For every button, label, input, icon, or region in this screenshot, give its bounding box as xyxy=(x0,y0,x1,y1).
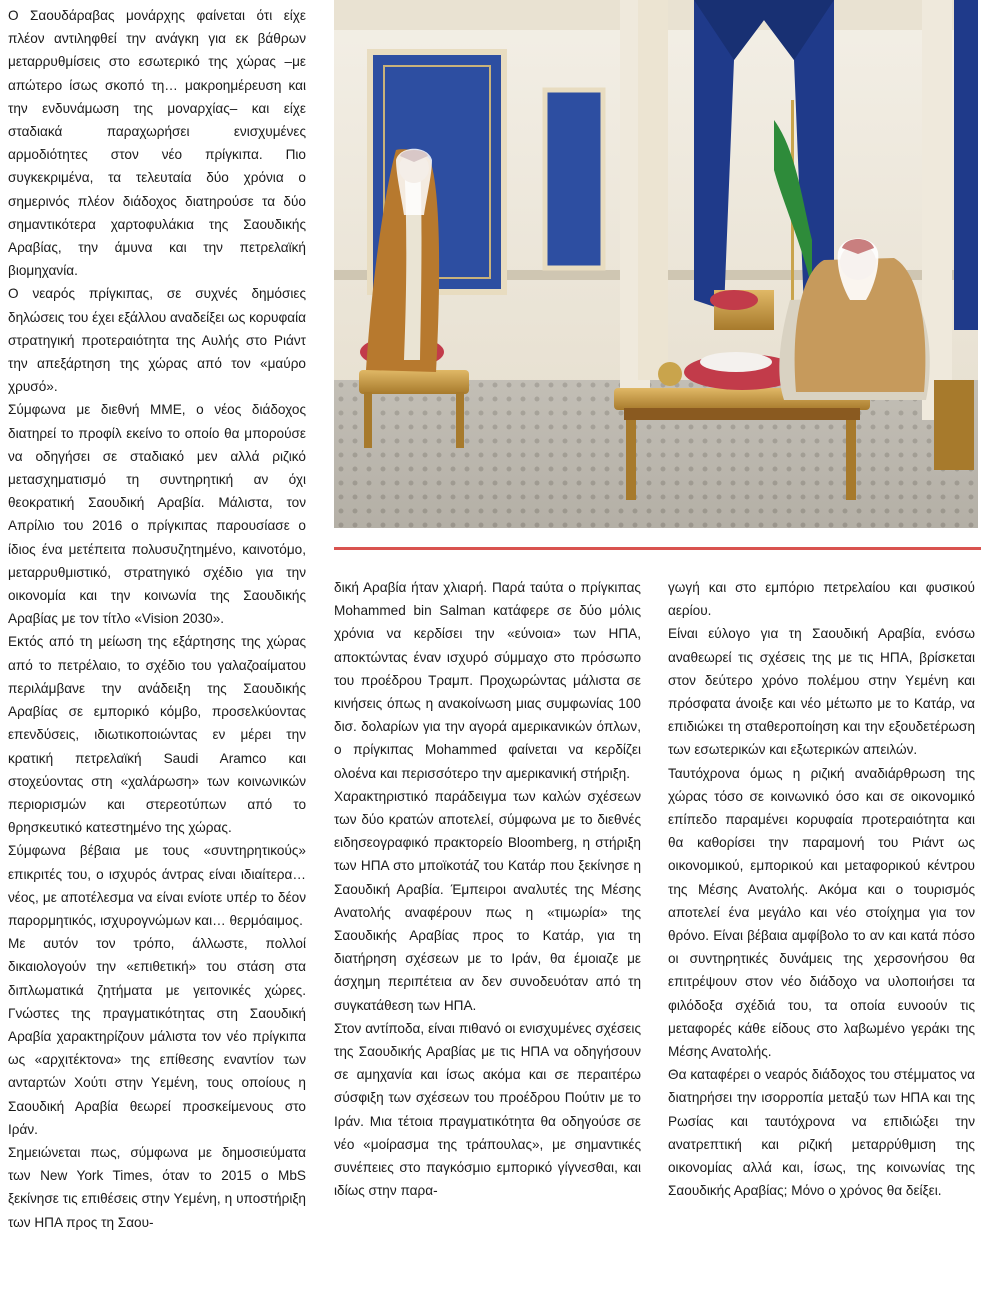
paragraph: Είναι εύλογο για τη Σαουδική Αραβία, ενόσω αναθεωρεί τις σχέσεις της με τις ΗΠΑ, βρίσκεται στον δεύτερο χρόνο πολέμου στην Υεμένη και πρόσφατα άνοιξε και νέο μέτωπο με το Κατάρ, να επιδιώκει τη σταθεροποίηση και την εξουδετέρωση των εσωτερικών και εξωτερικών απειλών. xyxy=(668,626,975,758)
paragraph: Θα καταφέρει ο νεαρός διάδοχος του στέμματος να διατηρήσει την ισορροπία μεταξύ των ΗΠΑ και της Ρωσίας και ταυτόχρονα να επιδιώξει την ανατρεπτική και ριζική μεταρρύθμιση της οικονομίας αλλά και, ίσως, της κοινωνίας της Σαουδικής Αραβίας; Μόνο ο χρόνος θα δείξει. xyxy=(668,1067,975,1199)
paragraph: Ο νεαρός πρίγκιπας, σε συχνές δημόσιες δηλώσεις του έχει εξάλλου αναδείξει ως κορυφαία στρατηγική προτεραιότητα της Αυλής στο Ριάντ την απεξάρτηση της χώρας από τον «μαύρο χρυσό». xyxy=(8,286,306,395)
article-column-1 xyxy=(8,4,306,1234)
paragraph: Με αυτόν τον τρόπο, άλλωστε, πολλοί δικαιολογούν την «επιθετική» του στάση στα διπλωματικά ζητήματα με γειτονικές χώρες. Γνώστες της πραγματικότητας στη Σαουδική Αραβία χαρακτηρίζουν μάλιστα τον νέο πρίγκιπα ως «αρχιτέκτονα» της επίθεσης εναντίον των ανταρτών Χούτι στην Υεμένη, τους οποίους η Σαουδική Αραβία θεωρεί προσκείμενους στο Ιράν. xyxy=(8,936,306,1137)
article-photo xyxy=(334,0,978,528)
paragraph: Σύμφωνα με διεθνή ΜΜΕ, ο νέος διάδοχος διατηρεί το προφίλ εκείνο το οποίο θα μπορούσε να οδηγήσει σε σταδιακό μεν αλλά ριζικό μετασχηματισμό τη συντηρητική αν όχι θεοκρατική Σαουδική Αραβία. Μάλιστα, τον Απρίλιο του 2016 ο πρίγκιπας παρουσίασε ο ίδιος ένα μετέπειτα πολυσυζητημένο, καινοτόμο, μεταρρυθμιστικό, στρατηγικό σχέδιο για την οικονομία και την κοινωνία της Σαουδικής Αραβίας με τον τίτλο «Vision 2030». xyxy=(8,402,306,627)
paragraph: Εκτός από τη μείωση της εξάρτησης της χώρας από το πετρέλαιο, το σχέδιο του γαλαζοαίματου περιλάμβανε την ανάδειξη της Σαουδικής Αραβίας σε εμπορικό κόμβο, προσελκύοντας επενδύσεις, ιδιωτικοποιώντας εν μέρει την κρατική πετρελαϊκή Saudi Aramco και στοχεύοντας στη «χαλάρωση» των κοινωνικών περιορισμών και στερεοτύπων από το θρησκευτικό κατεστημένο της χώρας. xyxy=(8,634,306,836)
paragraph: γωγή και στο εμπόριο πετρελαίου και φυσικού αερίου. xyxy=(668,580,975,619)
paragraph: Στον αντίποδα, είναι πιθανό οι ενισχυμένες σχέσεις της Σαουδικής Αραβίας με τις ΗΠΑ να οδηγήσουν σε αμηχανία και ίσως ακόμα και σε περαιτέρω σύσφιξη των σχέσεων του προέδρου Πούτιν με το Ιράν. Μια τέτοια πραγματικότητα θα οδηγούσε σε νέο «μοίρασμα της τράπουλας», με σημαντικές συνέπειες στο παγκόσμιο εμπορικό γίγνεσθαι, και ιδίως στην παρα- xyxy=(334,1020,641,1199)
article-column-2 xyxy=(334,576,641,1202)
paragraph: Σημειώνεται πως, σύμφωνα με δημοσιεύματα των New York Times, όταν το 2015 ο MbS ξεκίνησε τις επιθέσεις στην Υεμένη, η υποστήριξη των ΗΠΑ προς τη Σαου- xyxy=(8,1144,306,1230)
section-divider xyxy=(334,547,981,550)
paragraph: δική Αραβία ήταν χλιαρή. Παρά ταύτα ο πρίγκιπας Mohammed bin Salman κατάφερε σε δύο μόλις χρόνια να κερδίσει την «εύνοια» των ΗΠΑ, αποκτώντας έναν ισχυρό σύμμαχο στο πρόσωπο του προέδρου Τραμπ. Προχωρώντας μάλιστα σε κινήσεις όπως η ανακοίνωση μιας συμφωνίας 100 δισ. δολαρίων για την αγορά αμερικανικών όπλων, ο πρίγκιπας Mohammed φαίνεται να κερδίζει ολοένα και περισσότερο την αμερικανική στήριξη. xyxy=(334,580,641,781)
photo-illustration xyxy=(334,0,978,528)
paragraph: Ο Σαουδάραβας μονάρχης φαίνεται ότι είχε πλέον αντιληφθεί την ανάγκη για εκ βάθρων μεταρρυθμίσεις στο εσωτερικό της χώρας –με απώτερο ίσως σκοπό τη… μακροημέρευση και την ενδυνάμωση της μοναρχίας– και είχε σταδιακά παραχωρήσει ενισχυμένες αρμοδιότητες στον νέο πρίγκιπα. Πιο συγκεκριμένα, τα τελευταία δύο χρόνια ο σημερινός πλέον διάδοχος διατηρούσε τα δύο σημαντικότερα χαρτοφυλάκια της Σαουδικής Αραβίας, την άμυνα και την πετρελαϊκή βιομηχανία. xyxy=(8,8,306,279)
paragraph: Σύμφωνα βέβαια με τους «συντηρητικούς» επικριτές του, ο ισχυρός άντρας είναι ιδιαίτερα… νέος, με αποτέλεσμα να είναι ενίοτε υπέρ το δέον παρορμητικός, ισχυρογνώμων και… θερμόαιμος. xyxy=(8,843,306,928)
article-column-3 xyxy=(668,576,975,1202)
paragraph: Ταυτόχρονα όμως η ριζική αναδιάρθρωση της χώρας τόσο σε κοινωνικό όσο και σε οικονομικό επίπεδο παραμένει κορυφαία προτεραιότητα και θα καθορίσει την παραμονή του Ριάντ ως οικονομικού, εμπορικού και μεταφορικού κέντρου της Μέσης Ανατολής. Ακόμα και ο τουρισμός αποτελεί ένα μεγάλο και νέο στοίχημα για τον θρόνο. Είναι βέβαια αμφίβολο το αν και κατά πόσο οι συντηρητικές δυνάμεις της χερσονήσου θα επιτρέψουν στον νέο διάδοχο να υλοποιήσει τα φιλόδοξα σχέδιά του, τα οποία ευνοούν τις μεταφορές κάθε είδους στο λαβωμένο γεράκι της Μέσης Ανατολής. xyxy=(668,765,975,1060)
paragraph: Χαρακτηριστικό παράδειγμα των καλών σχέσεων των δύο κρατών αποτελεί, σύμφωνα με το διεθνές ειδησεογραφικό πρακτορείο Bloomberg, η στήριξη των ΗΠΑ στο μποϊκοτάζ του Κατάρ που ξεκίνησε η Σαουδική Αραβία. Έμπειροι αναλυτές της Μέσης Ανατολής αναφέρουν πως η «τιμωρία» της Σαουδικής Αραβίας προς το Κατάρ, για τη διατήρηση σχέσεων με το Ιράν, θα έμοιαζε με άσχημη περιπέτεια αν δεν συνοδευόταν από τη συγκατάθεση των ΗΠΑ. xyxy=(334,788,641,1013)
